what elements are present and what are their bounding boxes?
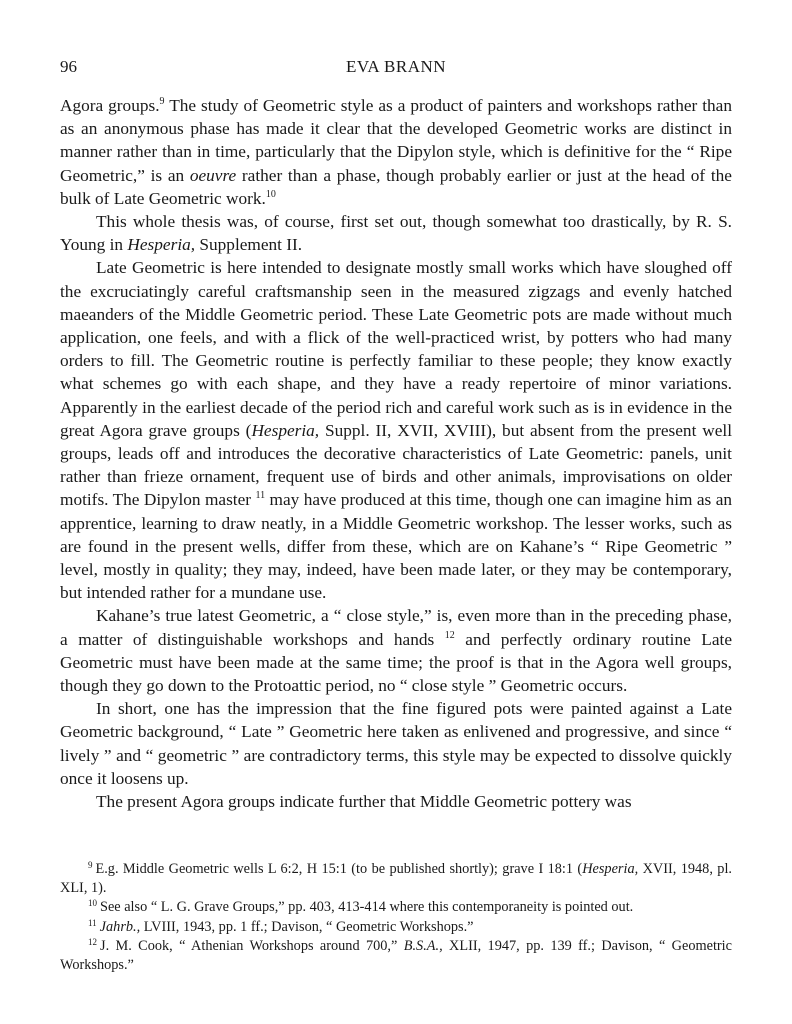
paragraph-p5	[60, 697, 732, 790]
italic-text: oeuvre	[189, 165, 237, 185]
footnote-number: 10	[88, 898, 97, 909]
text-run: rather than a phase, though probably earlier or just at the head of the bulk of Late Geometric work.	[60, 165, 732, 208]
paragraph-p6	[60, 790, 732, 813]
text-run: Suppl. II, XVII, XVIII), but absent from the present well groups, leads off and introduces the decorative characteristics of Late Geometric: panels, unit rather than frieze ornament, frequent use of birds and other animals, improvisations on older motifs. The Dipylon master	[60, 420, 732, 510]
italic-text: B.S.A.,	[403, 937, 443, 954]
text-run: J. M. Cook, “ Athenian Workshops around 700,”	[100, 937, 404, 954]
footnote-reference: 10	[265, 188, 276, 200]
paragraph-p4	[60, 604, 732, 697]
text-run: and perfectly ordinary routine Late Geometric must have been made at the same time; the proof is that in the Agora well groups, though they go down to the Protoattic period, no “ close style ” Geometric occurs.	[60, 629, 732, 696]
running-head: EVA BRANN	[345, 57, 447, 76]
text-run: The study of Geometric style as a product of painters and workshops rather than as an anonymous phase has made it clear that the developed Geometric works are distinct in manner rather than in time, particularly that the Dipylon style, which is definitive for the “ Ripe Geometric,” is an	[60, 96, 732, 185]
text-run: XLII, 1947, pp. 139 ff.; Davison, “ Geometric Workshops.”	[60, 937, 733, 974]
paragraph-p3	[60, 256, 732, 604]
paragraph-p2	[60, 210, 732, 256]
page-number: 96	[60, 57, 77, 76]
text-run: LVIII, 1943, pp. 1 ff.; Davison, “ Geometric Workshops.”	[140, 918, 474, 935]
paragraph-p1	[60, 94, 732, 210]
italic-text: Jahrb.,	[99, 918, 141, 935]
text-run: See also “ L. G. Grave Groups,” pp. 403, 413-414 where this contemporaneity is pointed out.	[100, 899, 634, 916]
italic-text: Hesperia,	[127, 235, 196, 255]
footnote-number: 11	[88, 917, 97, 928]
italic-text: Hesperia,	[251, 420, 320, 440]
text-run: Supplement II.	[195, 235, 303, 255]
footnote-reference: 9	[159, 96, 165, 107]
footnote-number: 12	[88, 936, 97, 947]
footnote-number: 9	[88, 860, 93, 870]
footnote-11	[60, 918, 732, 937]
text-run: may have produced at this time, though one can imagine him as an apprentice, learning to draw neatly, in a Middle Geometric workshop. The lesser works, such as are found in the present wells, differ from these, which are on Kahane’s “ Ripe Geometric ” level, mostly in quality; they may, indeed, have been made later, or they may be contemporary, but intended rather for a mundane use.	[60, 490, 733, 603]
text-run: Late Geometric is here intended to designate mostly small works which have sloughed off the excruciatingly careful craftsmanship seen in the measured zigzags and evenly hatched maeanders of the Middle Geometric period. These Late Geometric pots are made without much application, one feels, and with a flick of the well-practiced wrist, by potters who had many orders to fill. The Geometric routine is perfectly familiar to these people; they know exactly what schemes go with each shape, and they have a ready repertoire of minor variations. Apparently in the earliest decade of the period rich and careful work such as is in evidence in the great Agora grave groups (	[60, 258, 732, 440]
italic-text: Hesperia,	[582, 861, 639, 877]
text-run: In short, one has the impression that the fine figured pots were painted against a Late Geometric background, “ Late ” Geometric here taken as enlivened and progressive, and since “ lively ” and “ geometric ” are contradictory terms, this style may be expected to dissolve quickly once it loosens up.	[60, 699, 732, 788]
footnote-10	[60, 898, 732, 917]
text-run: E.g. Middle Geometric wells L 6:2, H 15:1 (to be published shortly); grave I 18:1 (	[95, 861, 583, 877]
text-run: XVII, 1948, pl. XLI, 1).	[60, 861, 732, 897]
footnote-reference: 12	[444, 629, 455, 641]
footnote-12	[60, 937, 732, 975]
text-run: This whole thesis was, of course, first set out, though somewhat too drastically, by R. S. Young in	[60, 212, 732, 255]
body-text	[60, 94, 732, 813]
footnote-9	[60, 860, 732, 898]
footnotes	[60, 860, 732, 975]
text-run: Kahane’s true latest Geometric, a “ close style,” is, even more than in the preceding phase, a matter of distinguishable workshops and hands	[60, 606, 732, 649]
footnote-reference: 11	[255, 490, 266, 502]
text-run: The present Agora groups indicate further that Middle Geometric pottery was	[96, 792, 632, 812]
text-run: Agora groups.	[60, 96, 160, 115]
